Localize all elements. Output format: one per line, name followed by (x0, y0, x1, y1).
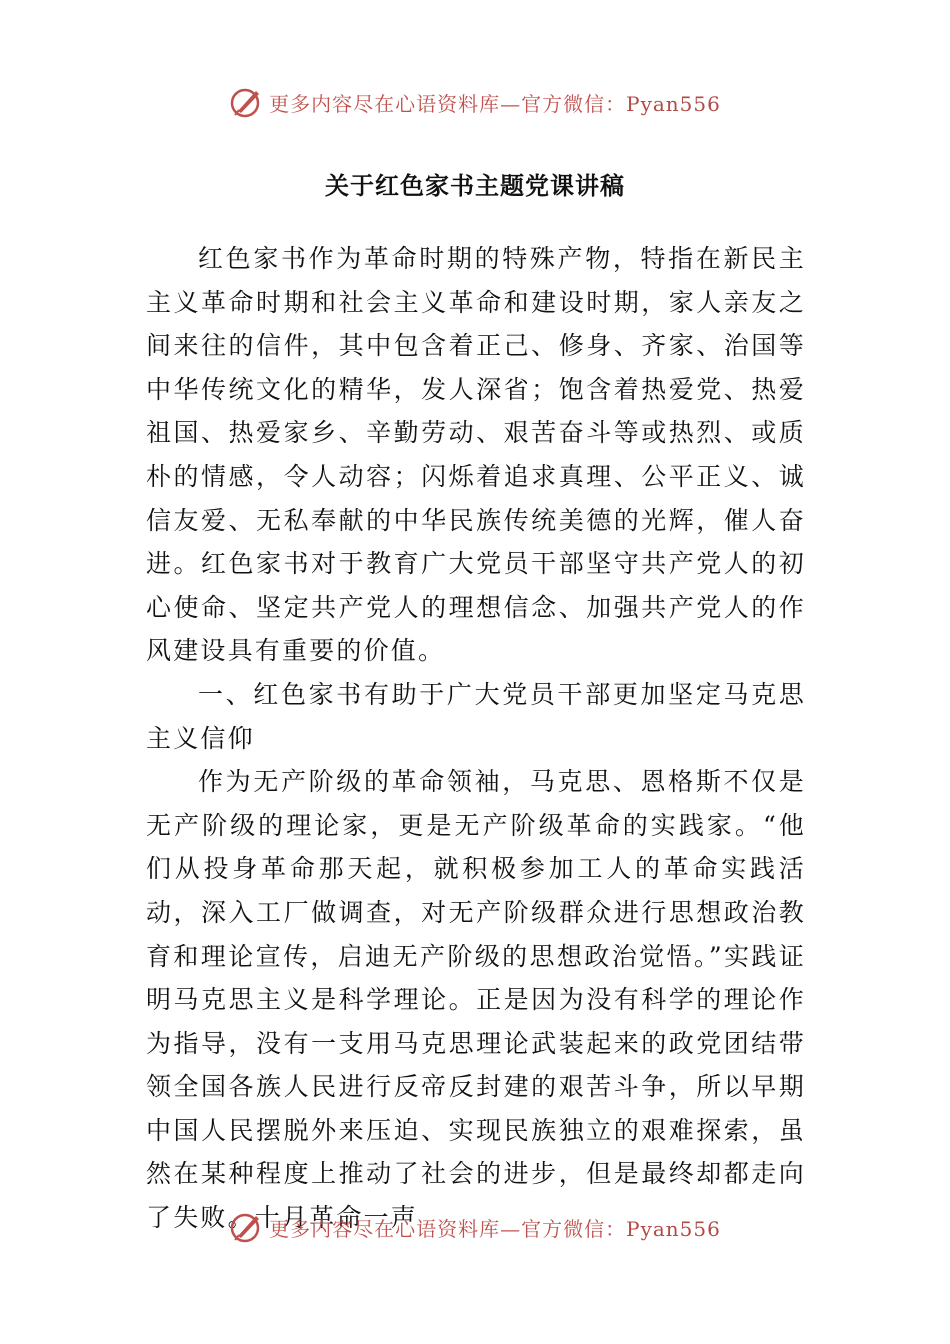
watermark-banner-bottom (0, 1205, 950, 1249)
watermark-banner-top (0, 80, 950, 124)
wechat-id: Pyan556 (626, 1216, 721, 1241)
section-heading-1: 一、红色家书有助于广大党员干部更加坚定马克思主义信仰 (146, 679, 806, 753)
paragraph-marxism: 作为无产阶级的革命领袖，马克思、恩格斯不仅是无产阶级的理论家，更是无产阶级革命的实践家。“他们从投身革命那天起，就积极参加工人的革命实践活动，深入工厂做调查，对无产阶级群众进行思想政治教育和理论宣传，启迪无产阶级的思想政治觉悟。”实践证明马克思主义是科学理论。正是因为没有科学的理论作为指导，没有一支用马克思理论武装起来的政党团结带领全国各族人民进行反帝反封建的艰苦斗争，所以早期中国人民摆脱外来压迫、实现民族独立的艰难探索，虽然在某种程度上推动了社会的进步，但是最终却都走向了失败。十月革命一声 (146, 767, 806, 1233)
wechat-id: Pyan556 (626, 91, 721, 116)
watermark-text: 更多内容尽在心语资料库—官方微信：Pyan556 (269, 1216, 721, 1241)
quill-logo-icon (229, 85, 263, 119)
paragraph-intro: 红色家书作为革命时期的特殊产物，特指在新民主主义革命时期和社会主义革命和建设时期，家人亲友之间来往的信件，其中包含着正己、修身、齐家、治国等中华传统文化的精华，发人深省；饱含着热爱党、热爱祖国、热爱家乡、辛勤劳动、艰苦奋斗等或热烈、或质朴的情感，令人动容；闪烁着追求真理、公平正义、诚信友爱、无私奉献的中华民族传统美德的光辉，催人奋进。红色家书对于教育广大党员干部坚守共产党人的初心使命、坚定共产党人的理想信念、加强共产党人的作风建设具有重要的价值。 (146, 244, 806, 666)
document-title: 关于红色家书主题党课讲稿 (325, 172, 625, 200)
quill-logo-icon (229, 1210, 263, 1244)
document-body (146, 237, 806, 1240)
watermark-text: 更多内容尽在心语资料库—官方微信：Pyan556 (269, 91, 721, 116)
